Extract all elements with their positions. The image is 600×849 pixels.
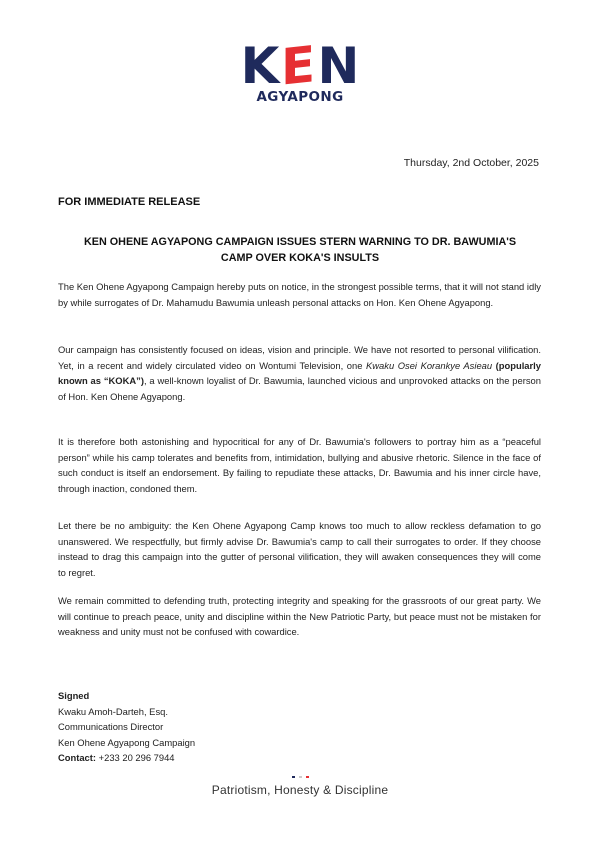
signature-block bbox=[58, 688, 195, 766]
paragraph-2-text-end: , a well-known loyalist of Dr. Bawumia, launched vicious and unprovoked attacks on the person of Hon. Ken Ohene Agyapong. bbox=[58, 375, 541, 402]
footer-dots-decoration bbox=[0, 776, 600, 778]
contact-label: Contact: bbox=[58, 752, 97, 764]
headline-line-1: KEN OHENE AGYAPONG CAMPAIGN ISSUES STERN WARNING TO DR. BAWUMIA'S bbox=[83, 236, 517, 248]
contact-line bbox=[58, 750, 195, 766]
logo-letter-k: K bbox=[240, 37, 280, 95]
paragraph-2 bbox=[58, 342, 541, 404]
paragraph-2-text: Our campaign has consistently focused on ideas, vision and principle. We have not resorted to personal vilification. Yet, in a recent and widely circulated video on Wontumi Television, one bbox=[58, 344, 541, 371]
release-label: FOR IMMEDIATE RELEASE bbox=[58, 196, 201, 208]
dot-red-icon bbox=[306, 776, 309, 778]
dot-grey-icon bbox=[299, 776, 302, 778]
paragraph-3: It is therefore both astonishing and hypocritical for any of Dr. Bawumia's followers to portray him as a “peaceful person” while his camp tolerates and benefits from, intimidation, bullying and abusive rhetoric. Silence in the face of such conduct is itself an endorsement. By failing to repudiate these attacks, Dr. Bawumia and his inner circle have, through inaction, condoned them. bbox=[58, 436, 541, 494]
logo-letter-e: E bbox=[281, 35, 316, 97]
paragraph-4: Let there be no ambiguity: the Ken Ohene Agyapong Camp knows too much to allow reckless defamation to go unanswered. We respectfully, but firmly advise Dr. Bawumia's camp to call their surrogates to order. If they choose instead to drag this campaign into the gutter of personal vilification, they will awaken consequences they will come to regret. bbox=[58, 520, 541, 578]
logo-subtitle: AGYAPONG bbox=[256, 89, 344, 105]
headline bbox=[40, 234, 560, 266]
signatory-name: Kwaku Amoh-Darteh, Esq. bbox=[58, 705, 168, 717]
headline-line-2: CAMP OVER KOKA'S INSULTS bbox=[220, 252, 380, 264]
paragraph-1: The Ken Ohene Agyapong Campaign hereby puts on notice, in the strongest possible terms, that it will not stand idly by while surrogates of Dr. Mahamudu Bawumia unleash personal attacks on Hon. Ken Ohene Agyapong. bbox=[58, 281, 541, 308]
signed-label: Signed bbox=[58, 690, 90, 701]
signatory-org: Ken Ohene Agyapong Campaign bbox=[58, 736, 196, 748]
contact-phone: +233 20 296 7944 bbox=[98, 752, 175, 764]
paragraph-5: We remain committed to defending truth, protecting integrity and speaking for the grassroots of our great party. We will continue to preach peace, unity and discipline within the New Patriotic Party, but peace must not be mistaken for weakness and unity must not be confused with cowardice. bbox=[58, 595, 541, 638]
paragraph-2-alias: (popularly known as “KOKA”) bbox=[58, 359, 541, 387]
footer-motto: Patriotism, Honesty & Discipline bbox=[211, 783, 389, 797]
paragraph-2-name: Kwaku Osei Korankye Asieau bbox=[366, 359, 493, 371]
dot-navy-icon bbox=[292, 776, 295, 778]
logo-letter-n: N bbox=[317, 37, 360, 95]
signatory-title: Communications Director bbox=[58, 721, 164, 733]
campaign-logo bbox=[0, 35, 600, 105]
release-date: Thursday, 2nd October, 2025 bbox=[403, 157, 539, 169]
